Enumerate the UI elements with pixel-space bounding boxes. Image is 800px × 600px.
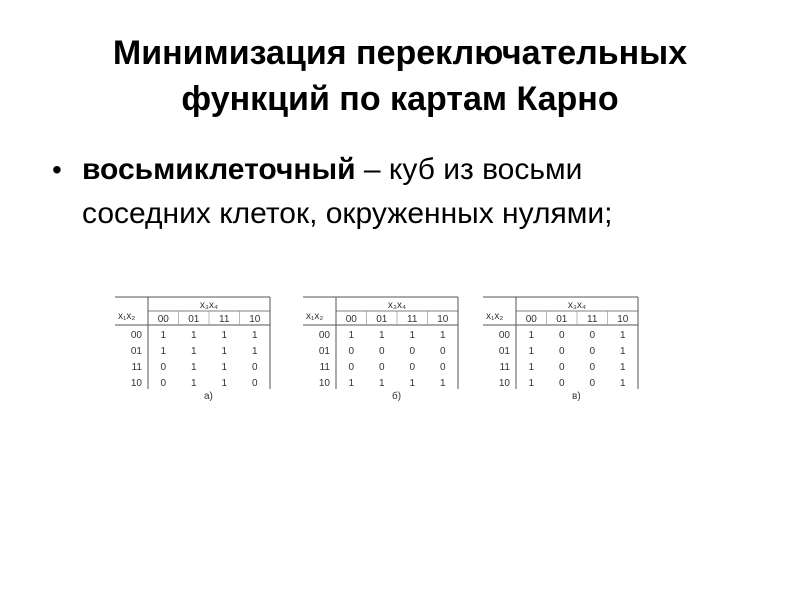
map-cell: 1 (378, 378, 385, 389)
map-cell: 1 (251, 330, 258, 341)
map-cell: 1 (251, 346, 258, 357)
col-header-label: x₃x₄ (387, 300, 407, 311)
row-code: 10 (498, 378, 510, 389)
row-code: 01 (318, 346, 330, 357)
map-cell: 0 (558, 346, 565, 357)
map-cell: 0 (558, 362, 565, 373)
col-code: 11 (587, 314, 598, 325)
row-code: 10 (130, 378, 142, 389)
row-code: 01 (498, 346, 510, 357)
map-cell: 1 (378, 330, 385, 341)
row-code: 11 (499, 362, 510, 373)
karnaugh-map-c (483, 297, 638, 402)
col-code: 10 (437, 314, 449, 325)
map-cell: 1 (190, 330, 197, 341)
map-cell: 0 (589, 362, 596, 373)
col-code: 10 (617, 314, 629, 325)
map-cell: 1 (528, 346, 535, 357)
row-code: 11 (319, 362, 330, 373)
bullet-rest-line-2: соседних клеток, окруженных нулями; (82, 197, 613, 230)
row-header-label: x₁x₂ (118, 311, 136, 322)
col-code: 01 (556, 314, 568, 325)
col-code: 11 (407, 314, 418, 325)
map-cell: 0 (378, 346, 385, 357)
map-cell: 0 (409, 362, 416, 373)
map-cell: 0 (160, 378, 167, 389)
map-cell: 1 (619, 362, 626, 373)
map-cell: 1 (409, 378, 416, 389)
map-cell: 0 (439, 362, 446, 373)
map-caption: в) (572, 391, 581, 402)
map-cell: 0 (348, 346, 355, 357)
row-code: 01 (130, 346, 142, 357)
col-code: 00 (345, 314, 357, 325)
map-cell: 1 (528, 330, 535, 341)
map-caption: б) (392, 391, 402, 402)
map-cell: 1 (348, 330, 355, 341)
col-code: 01 (188, 314, 200, 325)
map-cell: 1 (160, 346, 167, 357)
map-cell: 0 (251, 378, 258, 389)
row-header-label: x₁x₂ (486, 311, 504, 322)
col-code: 00 (525, 314, 537, 325)
karnaugh-grid (303, 297, 458, 389)
map-cell: 1 (439, 330, 446, 341)
row-code: 11 (131, 362, 142, 373)
col-code: 11 (219, 314, 230, 325)
map-cell: 1 (221, 378, 228, 389)
col-code: 00 (157, 314, 169, 325)
map-cell: 1 (619, 330, 626, 341)
row-code: 00 (318, 330, 330, 341)
map-cell: 1 (160, 330, 167, 341)
title-line-1: Минимизация переключательных (112, 34, 688, 72)
slide-title (0, 30, 800, 122)
bullet-text (82, 148, 752, 236)
map-cell: 0 (589, 346, 596, 357)
bullet-dot-icon: • (52, 154, 62, 185)
map-cell: 0 (409, 346, 416, 357)
map-cell: 1 (190, 378, 197, 389)
map-cell: 1 (528, 362, 535, 373)
map-cell: 1 (439, 378, 446, 389)
map-caption: а) (204, 391, 213, 402)
col-code: 01 (376, 314, 388, 325)
bullet-item (52, 148, 752, 236)
bullet-rest-line-1: – куб из восьми (355, 153, 583, 186)
map-cell: 1 (190, 362, 197, 373)
col-header-label: x₃x₄ (567, 300, 587, 311)
map-cell: 0 (589, 378, 596, 389)
row-code: 00 (130, 330, 142, 341)
row-header-label: x₁x₂ (306, 311, 324, 322)
map-cell: 1 (619, 378, 626, 389)
map-cell: 0 (251, 362, 258, 373)
title-line-2: функций по картам Карно (181, 80, 619, 118)
map-cell: 0 (348, 362, 355, 373)
map-cell: 0 (160, 362, 167, 373)
karnaugh-map-a (115, 297, 270, 402)
col-code: 10 (249, 314, 261, 325)
bullet-term: восьмиклеточный (82, 153, 356, 186)
map-cell: 1 (409, 330, 416, 341)
map-cell: 0 (558, 330, 565, 341)
map-cell: 1 (221, 330, 228, 341)
map-cell: 1 (221, 362, 228, 373)
map-cell: 0 (378, 362, 385, 373)
row-code: 10 (318, 378, 330, 389)
karnaugh-grid (483, 297, 638, 389)
karnaugh-map-b (303, 297, 458, 402)
karnaugh-grid (115, 297, 270, 389)
map-cell: 0 (558, 378, 565, 389)
map-cell: 0 (439, 346, 446, 357)
map-cell: 1 (619, 346, 626, 357)
col-header-label: x₃x₄ (199, 300, 219, 311)
map-cell: 0 (589, 330, 596, 341)
map-cell: 1 (221, 346, 228, 357)
map-cell: 1 (348, 378, 355, 389)
row-code: 00 (498, 330, 510, 341)
map-cell: 1 (190, 346, 197, 357)
map-cell: 1 (528, 378, 535, 389)
